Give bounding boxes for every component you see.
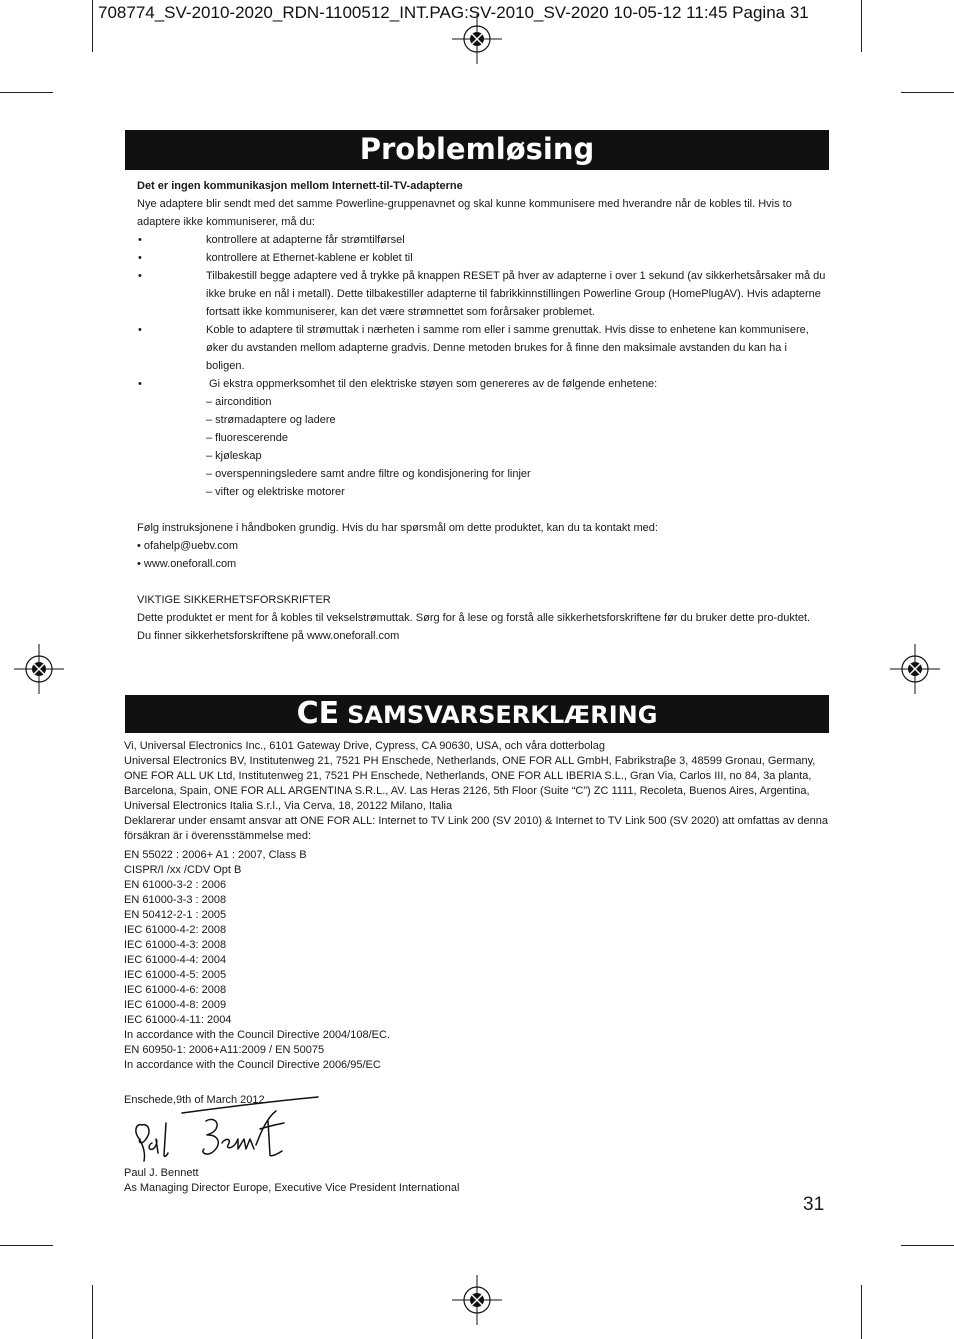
list-item: • Gi ekstra oppmerksomhet til den elektriske støyen som genereres av de følgende enhetene: (138, 378, 658, 390)
troubleshooting-intro: Nye adaptere blir sendt med det samme Powerline-gruppenavnet og skal kunne kommunisere med hverandre når de kobles til. Hvis to adaptere ikke kommuniserer, må du: (137, 198, 792, 228)
crop-mark (92, 1285, 93, 1339)
declaration-para: Universal Electronics BV, Institutenweg 21, 7521 PH Enschede, Netherlands, ONE FOR ALL GmbH, Fabrikstraβe 3, 48599 Gronau, Germany, ONE FOR ALL UK Ltd, Institutenweg 21, 7521 PH Enschede, Netherlands, ONE FOR ALL IBERIA S.L., Gran Via, Carlos III, no 84, 3a planta, Barcelona, Spain, ONE FOR ALL ARGENTINA S.R.L., AV. Las Heras 2126, 5th Floor (Suite “C”) ZC 1111, Recoleta, Buenos Aires, Argentina, Universal Electronics Italia S.r.l., Via Cerva, 18, 20122 Milano, Italia (124, 755, 816, 812)
crop-mark (901, 1245, 954, 1246)
ce-mark: CE (296, 696, 340, 731)
sub-list-item: – vifter og elektriske motorer (206, 486, 345, 498)
signature-block (124, 1166, 459, 1196)
standard-item: EN 60950-1: 2006+A11:2009 / EN 50075 (124, 1044, 325, 1056)
standard-item: EN 61000-3-2 : 2006 (124, 879, 227, 891)
safety-text: Dette produktet er ment for å kobles til vekselstrømuttak. Sørg for å lese og forstå alle sikkerhetsforskriftene før du bruker dette pro-duktet. Du finner sikkerhetsforskriftene på www.oneforall.com (137, 612, 811, 642)
page-number: 31 (803, 1194, 825, 1215)
section-title-declaration (125, 695, 829, 733)
declaration-para: Deklarerar under ensamt ansvar att ONE FOR ALL: Internet to TV Link 200 (SV 2010) & Internet to TV Link 500 (SV 2020) att omfattas av denna försäkran är i överensstämmelse med: (124, 815, 828, 842)
list-item: • Koble to adaptere til strømuttak i nærheten i samme rom eller i samme grenuttak. Hvis disse to enhetene kan kommunisere, øker du avstanden mellom adapterne gradvis. Denne metoden brukes for å finne den maksimale avstanden du kan ha i boligen. (138, 324, 809, 372)
crop-mark (861, 1285, 862, 1339)
registration-mark-icon (890, 644, 940, 694)
section-title-troubleshooting: Problemløsing (125, 130, 829, 170)
standard-item: IEC 61000-4-11: 2004 (124, 1014, 232, 1026)
crop-mark (901, 92, 954, 93)
declaration-para: Vi, Universal Electronics Inc., 6101 Gateway Drive, Cypress, CA 90630, USA, och våra dotterbolag (124, 740, 605, 752)
standard-item: IEC 61000-4-8: 2009 (124, 999, 227, 1011)
troubleshooting-heading: Det er ingen kommunikasjon mellom Internett-til-TV-adapterne (137, 180, 463, 192)
standard-item: IEC 61000-4-2: 2008 (124, 924, 227, 936)
registration-mark-icon (452, 1275, 502, 1325)
contact-website: • www.oneforall.com (137, 558, 237, 570)
signature-role: As Managing Director Europe, Executive Vice President International (124, 1182, 460, 1194)
sub-list-item: – aircondition (206, 396, 272, 408)
declaration-title: SAMSVARSERKLÆRING (347, 701, 658, 729)
place-date: Enschede,9th of March 2012 (124, 1094, 265, 1106)
contact-email: • ofahelp@uebv.com (137, 540, 239, 552)
standard-item: IEC 61000-4-4: 2004 (124, 954, 227, 966)
registration-mark-icon (14, 644, 64, 694)
standard-item: EN 50412-2-1 : 2005 (124, 909, 227, 921)
standard-item: EN 55022 : 2006+ A1 : 2007, Class B (124, 849, 307, 861)
crop-mark (0, 1245, 53, 1246)
crop-mark (861, 0, 862, 52)
list-item: • kontrollere at adapterne får strømtilførsel (138, 234, 405, 246)
standard-item: IEC 61000-4-6: 2008 (124, 984, 227, 996)
standard-item: EN 61000-3-3 : 2008 (124, 894, 227, 906)
print-slug-line: 708774_SV-2010-2020_RDN-1100512_INT.PAG:SV-2010_SV-2020 10-05-12 11:45 Pagina 31 (98, 3, 809, 22)
signature-icon (126, 1095, 326, 1165)
list-item: • Tilbakestill begge adaptere ved å trykke på knappen RESET på hver av adapterne i over 1 sekund (av sikkerhetsårsaker må du ikke bruke en nål i metall). Dette tilbakestiller adapterne til fabrikkinnstillingen Powerline Group (HomePlugAV). Hvis adapterne fortsatt ikke kommuniserer, kan det være strømnettet som forårsaker problemet. (138, 270, 826, 318)
troubleshooting-section (137, 177, 827, 645)
safety-heading: VIKTIGE SIKKERHETSFORSKRIFTER (137, 594, 331, 606)
standard-item: CISPR/I /xx /CDV Opt B (124, 864, 242, 876)
declaration-section (124, 739, 829, 1108)
sub-list-item: – kjøleskap (206, 450, 262, 462)
standard-item: IEC 61000-4-5: 2005 (124, 969, 227, 981)
contact-intro: Følg instruksjonene i håndboken grundig. Hvis du har spørsmål om dette produktet, kan du ta kontakt med: (137, 522, 658, 534)
sub-list-item: – strømadaptere og ladere (206, 414, 336, 426)
registration-mark-icon (452, 14, 502, 64)
list-item: • kontrollere at Ethernet-kablene er koblet til (138, 252, 413, 264)
signature-name: Paul J. Bennett (124, 1167, 199, 1179)
crop-mark (0, 92, 53, 93)
standard-item: In accordance with the Council Directive 2006/95/EC (124, 1059, 381, 1071)
crop-mark (92, 0, 93, 52)
sub-list-item: – overspenningsledere samt andre filtre og kondisjonering for linjer (206, 468, 531, 480)
standards-list (124, 848, 829, 1073)
standard-item: In accordance with the Council Directive 2004/108/EC. (124, 1029, 390, 1041)
standard-item: IEC 61000-4-3: 2008 (124, 939, 227, 951)
sub-list-item: – fluorescerende (206, 432, 288, 444)
